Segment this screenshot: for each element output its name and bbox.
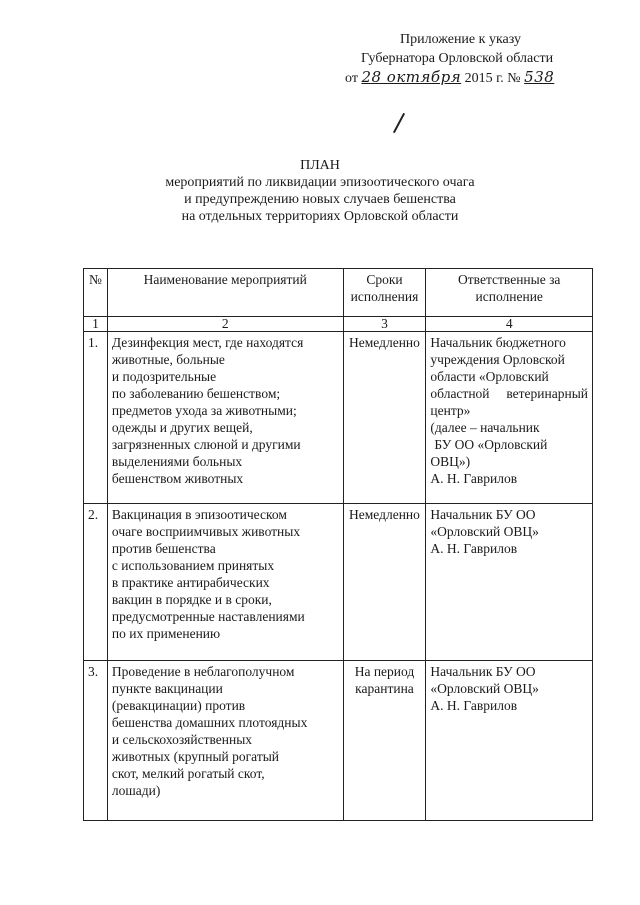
activity-line: и сельскохозяйственных bbox=[111, 732, 253, 747]
responsible-line: Начальник БУ ОО bbox=[430, 664, 536, 679]
row-number: 2. bbox=[84, 504, 108, 661]
activity-line: очаге восприимчивых животных bbox=[111, 524, 301, 539]
plan-table bbox=[83, 268, 593, 821]
activity-line: лошади) bbox=[111, 783, 161, 798]
responsible-cell bbox=[426, 504, 593, 661]
responsible-line: центр» bbox=[430, 403, 471, 418]
activity-line: выделениями больных bbox=[111, 454, 243, 469]
responsible-line: Начальник БУ ОО bbox=[430, 507, 536, 522]
header-responsible: Ответственные за исполнение bbox=[426, 269, 593, 317]
activity-line: в практике антирабических bbox=[111, 575, 270, 590]
activity-line: предусмотренные наставлениями bbox=[111, 609, 305, 624]
index-cell: 3 bbox=[343, 317, 426, 332]
responsible-line: областной ветеринарный bbox=[430, 386, 588, 401]
activity-line: бешенством животных bbox=[111, 471, 244, 486]
row-number: 1. bbox=[84, 332, 108, 504]
responsible-line: «Орловский ОВЦ» bbox=[430, 681, 539, 696]
responsible-line: А. Н. Гаврилов bbox=[430, 698, 518, 713]
table-row bbox=[84, 504, 593, 661]
plan-heading: ПЛАН bbox=[300, 158, 340, 173]
responsible-line: «Орловский ОВЦ» bbox=[430, 524, 539, 539]
responsible-line: (далее – начальник bbox=[430, 420, 540, 435]
activity-line: пункте вакцинации bbox=[111, 681, 223, 696]
responsible-line: области «Орловский bbox=[430, 369, 549, 384]
activity-cell bbox=[107, 661, 343, 821]
plan-subtitle-3: на отдельных территориях Орловской области bbox=[181, 209, 459, 224]
activity-line: скот, мелкий рогатый скот, bbox=[111, 766, 265, 781]
plan-title bbox=[90, 157, 550, 225]
activity-line: Вакцинация в эпизоотическом bbox=[111, 507, 287, 522]
activity-line: Проведение в неблагополучном bbox=[111, 664, 295, 679]
responsible-line: БУ ОО «Орловский bbox=[434, 437, 548, 452]
plan-subtitle-2: и предупреждению новых случаев бешенства bbox=[184, 192, 456, 207]
activity-line: животные, больные bbox=[111, 352, 225, 367]
plan-subtitle-1: мероприятий по ликвидации эпизоотического очага bbox=[165, 175, 475, 190]
responsible-line: Начальник бюджетного bbox=[430, 335, 566, 350]
handwritten-number: 538 bbox=[524, 68, 555, 86]
index-cell: 1 bbox=[84, 317, 108, 332]
activity-line: загрязненных слюной и другими bbox=[111, 437, 301, 452]
term-cell: Немедленно bbox=[343, 332, 426, 504]
signature-stroke bbox=[393, 113, 405, 133]
date-prefix: от bbox=[345, 71, 358, 86]
activity-line: бешенства домашних плотоядных bbox=[111, 715, 308, 730]
activity-line: с использованием принятых bbox=[111, 558, 275, 573]
header-term: Сроки исполнения bbox=[343, 269, 426, 317]
responsible-line: ОВЦ») bbox=[430, 454, 471, 469]
index-cell: 4 bbox=[426, 317, 593, 332]
year-number-label: 2015 г. № bbox=[464, 71, 521, 86]
activity-cell bbox=[107, 332, 343, 504]
activity-line: вакцин в порядке и в сроки, bbox=[111, 592, 272, 607]
term-cell bbox=[343, 661, 426, 821]
responsible-cell bbox=[426, 332, 593, 504]
header-num: № bbox=[84, 269, 108, 317]
appendix-line-3 bbox=[335, 68, 595, 88]
index-cell: 2 bbox=[107, 317, 343, 332]
term-cell: Немедленно bbox=[343, 504, 426, 661]
activity-line: по заболеванию бешенством; bbox=[111, 386, 281, 401]
responsible-line: А. Н. Гаврилов bbox=[430, 471, 518, 486]
term-line: карантина bbox=[355, 681, 414, 696]
term-line: На период bbox=[354, 664, 415, 679]
responsible-line: А. Н. Гаврилов bbox=[430, 541, 518, 556]
appendix-line-2: Губернатора Орловской области bbox=[361, 51, 554, 66]
table-row bbox=[84, 332, 593, 504]
table-row bbox=[84, 661, 593, 821]
table-header-row bbox=[84, 269, 593, 317]
appendix-line-1: Приложение к указу bbox=[400, 32, 521, 47]
activity-line: Дезинфекция мест, где находятся bbox=[111, 335, 304, 350]
activity-line: (ревакцинации) против bbox=[111, 698, 246, 713]
activity-line: одежды и других вещей, bbox=[111, 420, 253, 435]
activity-line: предметов ухода за животными; bbox=[111, 403, 297, 418]
appendix-header bbox=[335, 30, 595, 88]
activity-line: против бешенства bbox=[111, 541, 216, 556]
handwritten-date: 28 октября bbox=[361, 68, 462, 86]
responsible-cell bbox=[426, 661, 593, 821]
activity-line: и подозрительные bbox=[111, 369, 217, 384]
activity-line: по их применению bbox=[111, 626, 221, 641]
activity-line: животных (крупный рогатый bbox=[111, 749, 280, 764]
activity-cell bbox=[107, 504, 343, 661]
header-name: Наименование мероприятий bbox=[107, 269, 343, 317]
responsible-line: учреждения Орловской bbox=[430, 352, 565, 367]
row-number: 3. bbox=[84, 661, 108, 821]
table-index-row bbox=[84, 317, 593, 332]
